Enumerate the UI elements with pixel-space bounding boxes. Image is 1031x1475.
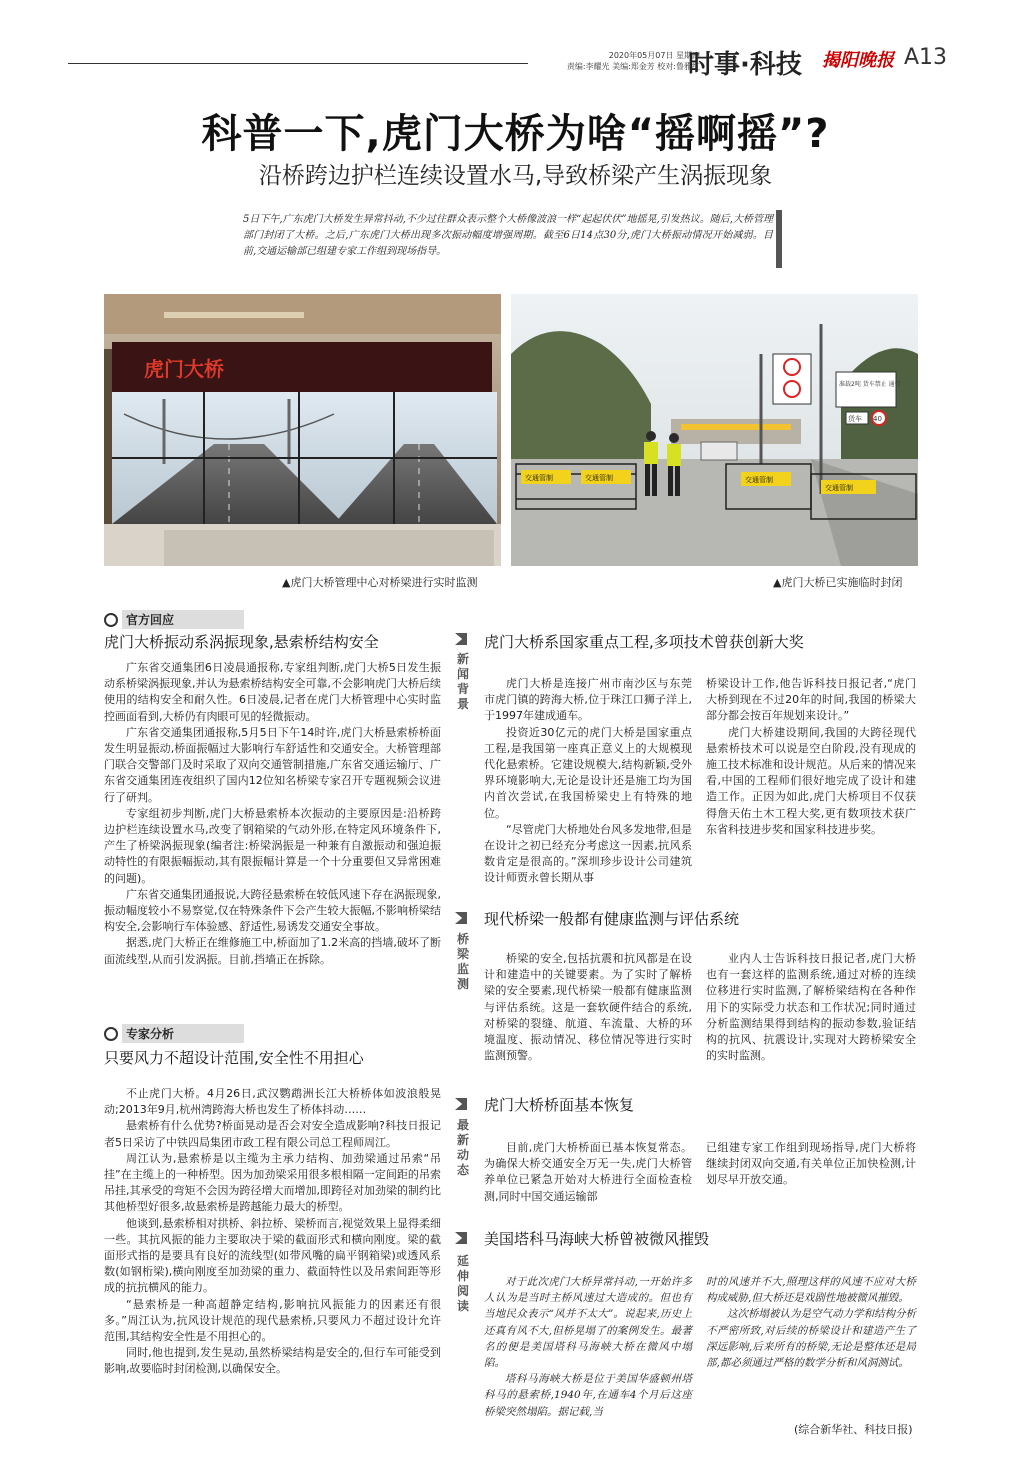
paragraph: 时的风速并不大,照理这样的风速不应对大桥构成威胁,但大桥还是戏剧性地被微风摧毁。 xyxy=(706,1276,916,1305)
speed-limit-text: 40 xyxy=(873,415,882,423)
paragraph: 业内人士告诉科技日报记者,虎门大桥也有一套这样的监测系统,通过对桥的连续位移进行实时监测,了解桥梁结构在各种作用下的实际受力状态和工作状况;同时通过分析监测结果得到结构的振动参数,验证结构的抗风、抗震设计,实现对大跨桥梁安全的实时监测。 xyxy=(706,952,916,1063)
paragraph: 他谈到,悬索桥相对拱桥、斜拉桥、梁桥而言,视觉效果上显得柔细一些。其抗风振的能力主要取决于梁的截面形式和横向刚度。梁的截面形式指的是要具有良好的流线型(如带风嘴的扁平钢箱梁)或透风系数(如钢桁梁),横向刚度至加劲梁的重力、截面特性以及吊索间距等形成的抗抗横风的能力。 xyxy=(104,1216,441,1295)
paragraph: 虎门大桥建设期间,我国的大跨径现代悬索桥技术可以说是空白阶段,没有现成的施工技术标准和设计规范。从后来的情况来看,中国的工程师们很好地完成了设计和建造工作。正因为如此,虎门大桥项目不仅获得詹天佑土木工程大奖,更有数项技术获广东省科技进步奖和国家科技进步奖。 xyxy=(706,725,916,836)
headline-monitoring: 现代桥梁一般都有健康监测与评估系统 xyxy=(484,910,740,928)
paragraph: 桥梁的安全,包括抗震和抗风都是在设计和建造中的关键要素。为了实时了解桥梁的安全要素,现代桥梁一般都有健康监测与评估系统。这是一套软硬件结合的系统,对桥梁的裂缝、航道、车流量、大桥的环境温度、振动情况、移位情况等进行实时监测预警。 xyxy=(484,952,692,1063)
section-marker-icon xyxy=(455,633,467,645)
tag-official-response xyxy=(104,610,244,629)
monitoring-center-image xyxy=(104,294,501,566)
paragraph: 周江认为,悬索桥是以主缆为主承力结构、加劲梁通过吊索“吊挂”在主缆上的一种桥型。因为加劲梁采用很多根相隔一定间距的吊索吊挂,其承受的弯矩不会因为跨径增大而增加,即跨径对加劲梁的制约比其他桥型好很多,故悬索桥是跨越能力最大的桥型。 xyxy=(104,1151,441,1214)
paragraph: 目前,虎门大桥桥面已基本恢复常态。为确保大桥交通安全万无一失,虎门大桥管养单位已紧急开始对大桥进行全面检查检测,同时中国交通运输部 xyxy=(484,1141,692,1203)
paragraph: 悬索桥有什么优势?桥面晃动是否会对安全造成影响?科技日报记者5日采访了中铁四局集团市政工程有限公司总工程师周江。 xyxy=(104,1119,441,1149)
paragraph: 同时,他也提到,发生晃动,虽然桥梁结构是安全的,但行车可能受到影响,故要临时封闭检测,以确保安全。 xyxy=(104,1346,441,1376)
header-staff: 责编:李耀光 美编:郑金芳 校对:鲁雅红 xyxy=(566,62,700,71)
tag-label: 官方回应 xyxy=(122,610,244,629)
paragraph: 投资近30亿元的虎门大桥是国家重点工程,是我国第一座真正意义上的大规模现代化悬索桥。它建设规模大,结构新颖,受外界环境影响大,无论是设计还是施工均为国内首次尝试,在我国桥梁史上有特殊的地位。 xyxy=(484,725,692,820)
tacoma-col-b xyxy=(706,1274,916,1371)
headline-tacoma: 美国塔科马海峡大桥曾被微风摧毁 xyxy=(484,1230,710,1248)
paragraph: 专家组初步判断,虎门大桥悬索桥本次振动的主要原因是:沿桥跨边护栏连续设置水马,改变了钢箱梁的气动外形,在特定风环境条件下,产生了桥梁涡振现象(编者注:桥梁涡振是一种兼有自激振动和强迫振动特性的有限振幅振动,其有限振幅计算是一个十分重要但又异常困难的问题)。 xyxy=(104,806,441,885)
sign-text: 准载2吨 货车禁止 通行 xyxy=(839,381,901,388)
latest-col-b xyxy=(706,1140,916,1189)
monitoring-col-a xyxy=(484,951,692,1064)
section-marker-icon xyxy=(455,1232,467,1244)
paragraph: 广东省交通集团6日凌晨通报称,专家组判断,虎门大桥5日发生振动系桥梁涡振现象,并认为悬索桥结构安全可靠,不会影响虎门大桥后续使用的结构安全和耐久性。6日凌晨,记者在虎门大桥管理中心实时监控画面看到,大桥仍有肉眼可见的轻微振动。 xyxy=(104,661,441,723)
sign-small-text: 货车 xyxy=(848,415,862,423)
paragraph: “尽管虎门大桥地处台风多发地带,但是在设计之初已经充分考虑这一因素,抗风系数肯定是很高的。”深圳珍步设计公司建筑设计师贾永曾长期从事 xyxy=(484,822,692,885)
tag-circle-icon xyxy=(104,613,118,627)
barrier-text-2: 交通管制 xyxy=(585,474,613,482)
latest-col-a xyxy=(484,1140,692,1205)
tag-circle-icon xyxy=(104,1027,118,1041)
tag-expert-analysis xyxy=(104,1024,244,1043)
barrier-text-4: 交通管制 xyxy=(825,484,853,492)
section-name: 时事·科技 xyxy=(688,50,802,80)
newspaper-logo: 揭阳晚报 xyxy=(822,50,894,71)
header-date: 2020年05月07日 星期四 xyxy=(608,51,700,60)
paragraph: 广东省交通集团通报说,大跨径悬索桥在较低风速下存在涡振现象,振动幅度较小不易察觉,仅在特殊条件下会产生较大振幅,不影响桥梁结构安全,会影响行车体验感、舒适性,易诱发交通安全事故。 xyxy=(104,887,441,934)
paragraph: 虎门大桥是连接广州市南沙区与东莞市虎门镇的跨海大桥,位于珠江口狮子洋上,于1997年建成通车。 xyxy=(484,677,692,723)
page-number: A13 xyxy=(904,45,948,70)
barrier-text-3: 交通管制 xyxy=(745,476,773,484)
caption-right: ▲虎门大桥已实施临时封闭 xyxy=(773,576,903,589)
paragraph: 据悉,虎门大桥正在维修施工中,桥面加了1.2米高的挡墙,破坏了断面流线型,从而引发涡振。目前,挡墙正在拆除。 xyxy=(104,936,441,966)
photo-bridge-closure xyxy=(511,294,918,566)
tag-label: 专家分析 xyxy=(122,1024,244,1043)
caption-left: ▲虎门大桥管理中心对桥梁进行实时监测 xyxy=(282,576,478,589)
paragraph: 广东省交通集团通报称,5月5日下午14时许,虎门大桥悬索桥桥面发生明显振动,桥面振幅过大影响行车舒适性和交通安全。大桥管理部门联合交警部门及时采取了双向交通管制措施,广东省交通运输厅、广东省交通集团连夜组织了国内12位知名桥梁专家召开专题视频会议进行了研判。 xyxy=(104,725,441,804)
paragraph: “悬索桥是一种高超静定结构,影响抗风振能力的因素还有很多。”周江认为,抗风设计规范的现代悬索桥,只要风力不超过设计允许范围,其结构安全性是不用担心的。 xyxy=(104,1297,441,1344)
source-credit: (综合新华社、科技日报) xyxy=(794,1423,913,1436)
vlabel-bridge-monitoring: 桥梁监测 xyxy=(456,932,469,991)
paragraph: 已组建专家工作组到现场指导,虎门大桥将继续封闭双向交通,有关单位正加快检测,计划尽早开放交通。 xyxy=(706,1141,916,1187)
headline-official: 虎门大桥振动系涡振现象,悬索桥结构安全 xyxy=(104,633,379,651)
article-official-body xyxy=(104,660,441,968)
tacoma-col-a xyxy=(484,1274,692,1420)
paragraph: 桥梁设计工作,他告诉科技日报记者,“虎门大桥到现在不过20年的时间,我国的桥梁大部分都会按百年规划来设计。” xyxy=(706,677,916,723)
headline-background: 虎门大桥系国家重点工程,多项技术曾获创新大奖 xyxy=(484,633,804,651)
article-expert-body xyxy=(104,1086,441,1378)
lead-paragraph: 5日下午,广东虎门大桥发生异常抖动,不少过往群众表示整个大桥像波浪一样“起起伏伏”地摇晃,引发热议。随后,大桥管理部门封闭了大桥。之后,广东虎门大桥出现多次振动幅度增强周期。截至6日14点30分,虎门大桥振动情况开始减弱。目前,交通运输部已组建专家工作组到现场指导。 xyxy=(243,214,773,257)
page-title: 科普一下,虎门大桥为啥“摇啊摇”? xyxy=(201,111,830,157)
bridge-closure-image xyxy=(511,294,918,566)
lead-bar xyxy=(776,210,782,268)
photo-monitoring-center xyxy=(104,294,501,566)
header-rule xyxy=(68,63,528,64)
section-marker-icon xyxy=(455,912,467,924)
vlabel-further-reading: 延伸阅读 xyxy=(456,1254,469,1313)
paragraph: 不止虎门大桥。4月26日,武汉鹦鹉洲长江大桥桥体如波浪般晃动;2013年9月,杭州湾跨海大桥也发生了桥体抖动…… xyxy=(104,1087,441,1117)
vlabel-news-background: 新闻背景 xyxy=(456,652,469,711)
paragraph: 塔科马海峡大桥是位于美国华盛顿州塔科马的悬索桥,1940年,在通车4个月后这座桥梁突然塌陷。据记载,当 xyxy=(484,1373,692,1418)
barrier-text-1: 交通管制 xyxy=(525,474,553,482)
paragraph: 这次桥塌被认为是空气动力学和结构分析不严密所致,对后续的桥梁设计和建造产生了深远影响,后来所有的桥梁,无论是整体还是局部,都必须通过严格的数学分析和风洞测试。 xyxy=(706,1308,916,1370)
paragraph: 对于此次虎门大桥异常抖动,一开始许多人认为是当时主桥风速过大造成的。但也有当地民众表示“风并不太大”。说起来,历史上还真有风不大,但桥晃塌了的案例发生。最著名的便是美国塔科马海峡大桥在微风中塌陷。 xyxy=(484,1276,692,1370)
headline-latest: 虎门大桥桥面基本恢复 xyxy=(484,1096,635,1114)
section-marker-icon xyxy=(455,1098,467,1110)
page-subtitle: 沿桥跨边护栏连续设置水马,导致桥梁产生涡振现象 xyxy=(258,163,773,189)
headline-expert: 只要风力不超设计范围,安全性不用担心 xyxy=(104,1049,364,1067)
background-col-a xyxy=(484,676,692,887)
vlabel-latest: 最新动态 xyxy=(456,1118,469,1177)
monitoring-col-b xyxy=(706,951,916,1064)
background-col-b xyxy=(706,676,916,838)
screen-led-text: 虎门大桥 xyxy=(144,357,224,381)
